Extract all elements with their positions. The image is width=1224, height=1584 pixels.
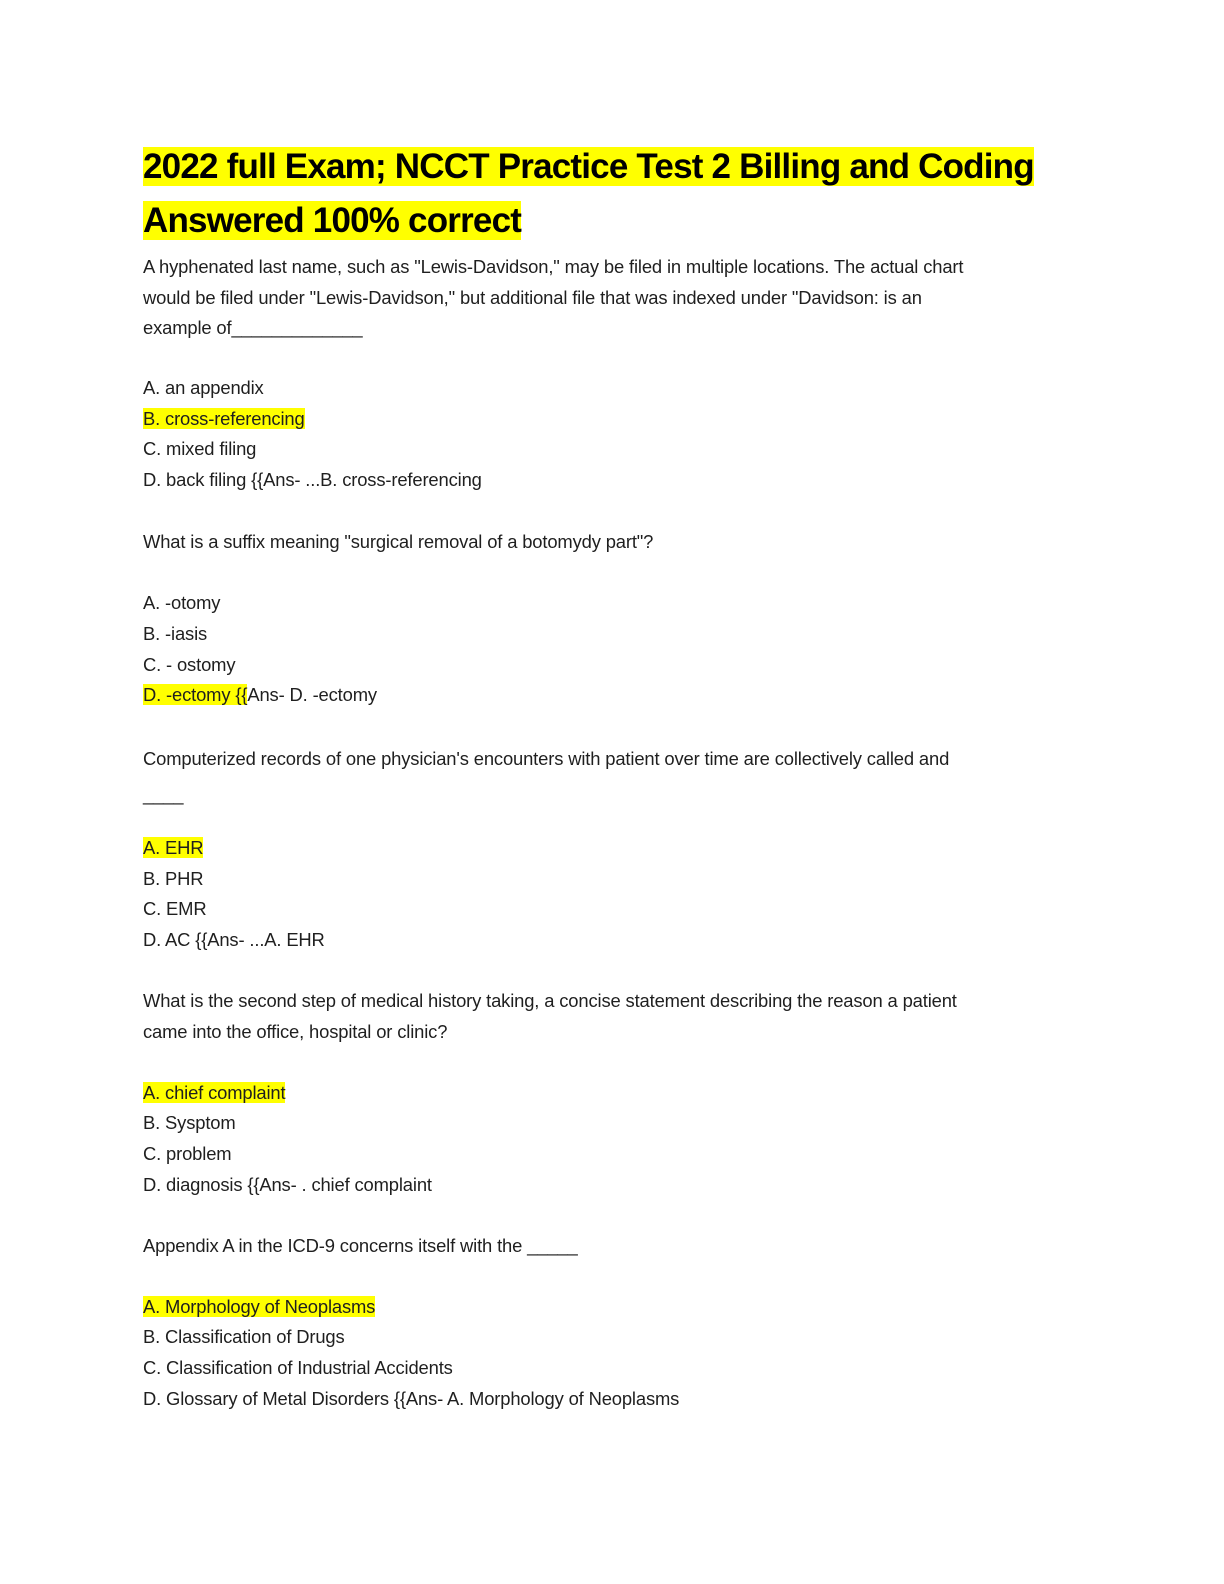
- question-5-option-a: A. Morphology of Neoplasms: [143, 1296, 376, 1317]
- question-4-option-b: B. Sysptom: [143, 1112, 236, 1133]
- question-1-option-b: B. cross-referencing: [143, 408, 305, 429]
- question-2-option-c: C. - ostomy: [143, 654, 236, 675]
- question-5-option-b: B. Classification of Drugs: [143, 1326, 345, 1347]
- question-2-option-a: A. -otomy: [143, 592, 221, 613]
- question-3-option-c: C. EMR: [143, 898, 207, 919]
- question-2-text: What is a suffix meaning "surgical removal of a botomydy part"?: [143, 531, 654, 552]
- question-4-option-c: C. problem: [143, 1143, 232, 1164]
- question-4-option-a: A. chief complaint: [143, 1082, 286, 1103]
- question-4-text: What is the second step of medical history taking, a concise statement describing the reason a patient came into the office, hospital or clinic?: [143, 990, 957, 1042]
- question-3-option-d: D. AC {{Ans- ...A. EHR: [143, 929, 325, 950]
- question-3-option-a: A. EHR: [143, 837, 204, 858]
- question-5-option-d: D. Glossary of Metal Disorders {{Ans- A. Morphology of Neoplasms: [143, 1388, 680, 1409]
- title-line-2: Answered 100% correct: [143, 201, 522, 240]
- question-1-option-c: C. mixed filing: [143, 438, 257, 459]
- question-2-option-d: D. -ectomy {{Ans- D. -ectomy: [143, 684, 377, 705]
- question-3-option-b: B. PHR: [143, 868, 204, 889]
- title-line-1: 2022 full Exam; NCCT Practice Test 2 Billing and Coding: [143, 147, 1034, 186]
- question-1-text: A hyphenated last name, such as "Lewis-Davidson," may be filed in multiple locations. The actual chart would be filed under "Lewis-Davidson," but additional file that was indexed under "Davidson: is an example of_____________: [143, 256, 964, 339]
- question-3-text: Computerized records of one physician's encounters with patient over time are collectively called and ____: [143, 748, 950, 805]
- question-5-option-c: C. Classification of Industrial Accidents: [143, 1357, 453, 1378]
- question-2-option-b: B. -iasis: [143, 623, 208, 644]
- question-1-option-d: D. back filing {{Ans- ...B. cross-referencing: [143, 469, 482, 490]
- document-title: [143, 140, 1103, 248]
- question-1-option-a: A. an appendix: [143, 377, 264, 398]
- question-5-text: Appendix A in the ICD-9 concerns itself with the _____: [143, 1235, 578, 1256]
- question-4-option-d: D. diagnosis {{Ans- . chief complaint: [143, 1174, 432, 1195]
